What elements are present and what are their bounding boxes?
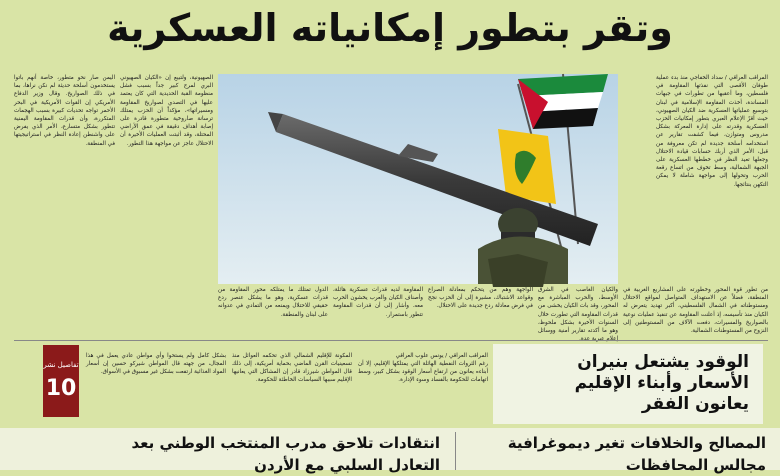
column-center-left [333, 286, 423, 336]
column-text: المقاومة لديه قدرات عسكرية هائلة، وأصناف الكيان والعرب يخشون الحرب معه. وأشار إلى أن قدرات المقاومة تتطور باستمرار. [333, 287, 423, 318]
badge-number: 10 [45, 376, 77, 401]
sidebox-byline: المراقب العراقي / يونس علوب العراقي [395, 353, 488, 359]
section-divider [14, 340, 768, 341]
lower-article-column-b [86, 352, 226, 422]
bottom-divider [455, 432, 456, 470]
missile-photo [218, 74, 618, 284]
feature-headline: الوقود يشتعل بنيران الأسعار وأبناء الإقليم يعانون الفقر [574, 352, 749, 414]
column-right [623, 286, 768, 336]
page-badge [43, 345, 79, 417]
column-middle [538, 286, 618, 336]
missile-illustration [218, 74, 618, 284]
column-middle-left [428, 286, 533, 336]
column-left-center [218, 286, 328, 336]
bottom-headline-left: انتقادات تلاحق مدرب المنتخب الوطني بعد التعادل السلبي مع الأردن [131, 434, 440, 474]
column-far-left [14, 74, 115, 336]
page-headline: وتقر بتطور إمكانياته العسكرية [107, 6, 673, 50]
column-far-right [656, 74, 768, 284]
column-text: اليمن صار نحو متطور، خاصة أنهم باتوا يستخدمون أسلحة حديثة لم نكن نراها، بما في ذلك الصواريخ. وقال وزير الدفاع الأمريكي إن القوات الأمريكية في البحر الأحمر تواجه تحديات كبيرة بسبب الهجمات المتكررة، وأن قدرات المقاومة اليمنية تتطور بشكل متسارع، الأمر الذي يفرض على واشنطن إعادة النظر في استراتيجيتها في المنطقة. [14, 75, 115, 147]
lower-article-column-a [232, 352, 352, 422]
sidebox-text: رغم الثروات النفطية الهائلة التي يمتلكها الإقليم، إلا أن أبناءه يعانون من ارتفاع أسعار الوقود بشكل كبير، وسط اتهامات للحكومة بالفساد وسوء الإدارة. [358, 361, 488, 383]
column-left [120, 74, 213, 336]
column-text: الواجهة وهم من يتحكم بمعادلة الصراع وقواعد الاشتباك، مشيرة إلى أن الحزب نجح في فرض معادلة ردع جديدة على الاحتلال. [428, 287, 533, 310]
column-text: الصهيونية، ولتبيع إن «الكيان الصهيوني البري لمرج كبير جداً بسبب فشل منظومة القبة الحديدية التي كان يعتمد عليها في التصدي لصواريخ المقاومة ومسيراتها»، مؤكداً أن الحزب يمتلك ترسانة صاروخية متطورة قادرة على إصابة أهداف دقيقة في عمق الأراضي المحتلة، وقد أثبتت العمليات الأخيرة أن الاحتلال عاجز عن مواجهة هذا التطور. [120, 75, 213, 147]
column-text: من تطور قوة المحور وخطورته على المشاريع الغربية في المنطقة، فضلاً عن الاستهداف المتواصل لمواقع الاحتلال ومستوطناته في الشمال الفلسطيني، أكبر تهديد يتعرض له الكيان منذ تأسيسه، إذ أعلنت المقاومة عن تنفيذ عمليات نوعية بالصواريخ والمسيرات، دفعت الآلاف من المستوطنين إلى النزوح من المستوطنات الشمالية. [623, 287, 768, 335]
lower-article-column-c [358, 352, 488, 422]
column-text: المكونة للإقليم الشمالي الذي تحكمه العوائل منذ تسعينيات القرن الماضي بحماية أمريكية، إلى ذلك قال المواطن شيرزاد قادر إن المشاكل التي يعانيها الإقليم سببها السياسات الخاطئة للحكومة. [232, 353, 352, 383]
feature-box [493, 344, 763, 424]
column-text: الدول تمتلك ما يمتلكه محور المقاومة من قدرات عسكرية، وهو ما يشكل عنصر ردع حقيقي للاحتلال ويمنعه من التمادي في عدوانه على لبنان والمنطقة. [218, 287, 328, 318]
column-text: بشكل كامل ولم يستحوا وأي مواطن عادي يعمل في هذا المجال، من جهته قال المواطن شيركو حسين إن أسعار المواد الغذائية ارتفعت بشكل غير مسبوق في الأسواق. [86, 353, 226, 375]
column-text: المراقب العراقي / سداد الخفاجي منذ بدء عملية طوفان الأقصى التي نفذتها المقاومة في فلسطين، وما أعقبها من تطورات في جبهات المساندة، أخذت المقاومة الإسلامية في لبنان بتوسيع عملياتها العسكرية ضد الكيان الصهيوني، حيث أقرّ الإعلام العبري بتطور إمكانيات الحزب العسكرية وقدرته على إدارة المعركة بشكل مدروس ومتوازن، فيما كشفت تقارير عن استخدامه أسلحة جديدة لم تكن معروفة من قبل، الأمر الذي أربك حسابات قيادة الاحتلال وجعلها تعيد النظر في خططها العسكرية على الجبهة الشمالية، وسط تخوف من اتساع رقعة الحرب وتحولها إلى مواجهة شاملة لا يمكن التكهن بنتائجها. [656, 75, 768, 188]
badge-label: تفاصيل نشر [43, 361, 79, 369]
column-text: والكيان الغاصب في الشرق الأوسط، والحرب المباشرة مع المحور، وقد بات الكيان يخشى من قدرات المقاومة التي تطورت خلال السنوات الأخيرة بشكل ملحوظ، وهو ما أكدته تقارير أمنية ووسائل [538, 287, 618, 335]
bottom-headline-right: المصالح والخلافات تغير ديموغرافية مجالس المحافظات [507, 434, 766, 474]
